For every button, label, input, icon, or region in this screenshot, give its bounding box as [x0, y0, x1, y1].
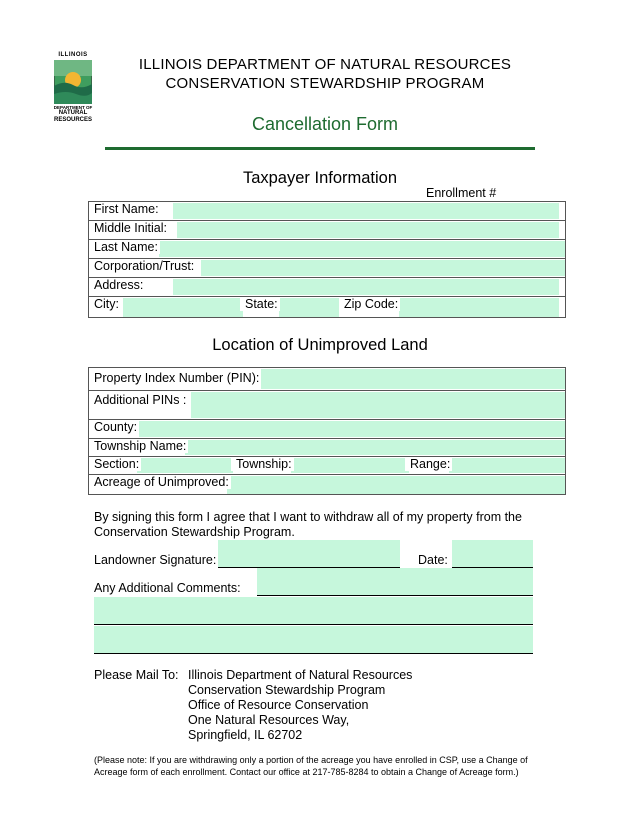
township-label: Township:	[231, 457, 294, 471]
agreement-text-line2: Conservation Stewardship Program.	[94, 525, 295, 539]
first-name-row	[89, 202, 565, 221]
mail-to-label: Please Mail To:	[94, 668, 179, 682]
township-name-row	[89, 439, 565, 457]
range-label: Range:	[405, 457, 452, 471]
pin-label: Property Index Number (PIN):	[89, 371, 261, 385]
last-name-label: Last Name:	[89, 240, 160, 254]
location-table	[88, 367, 566, 495]
logo-top-text: ILLINOIS	[58, 52, 88, 58]
city-state-zip-row	[89, 297, 565, 318]
additional-pins-field[interactable]	[191, 392, 565, 418]
county-row	[89, 420, 565, 439]
landowner-signature-label: Landowner Signature:	[94, 553, 217, 567]
zip-code-field[interactable]	[399, 298, 559, 317]
township-name-field[interactable]	[185, 440, 565, 455]
location-heading: Location of Unimproved Land	[212, 336, 428, 354]
header-title-line1: ILLINOIS DEPARTMENT OF NATURAL RESOURCES	[138, 56, 512, 73]
address-row	[89, 278, 565, 297]
mail-address-line1: Illinois Department of Natural Resources	[188, 668, 413, 682]
date-field[interactable]	[452, 540, 533, 568]
pin-field[interactable]	[261, 369, 565, 389]
logo-landscape-image	[54, 60, 92, 104]
last-name-field[interactable]	[159, 241, 565, 257]
additional-pins-label: Additional PINs :	[89, 393, 188, 407]
enrollment-label: Enrollment #	[426, 186, 497, 200]
logo-bottom-text-1: DEPARTMENT OF	[53, 105, 93, 110]
comments-field-line3[interactable]	[94, 626, 533, 654]
acreage-row	[89, 475, 565, 495]
additional-pins-row	[89, 391, 565, 420]
header-rule	[105, 147, 535, 150]
comments-field-line1[interactable]	[257, 568, 533, 596]
comments-label: Any Additional Comments:	[94, 581, 241, 595]
mail-address-line4: One Natural Resources Way,	[188, 713, 350, 727]
pin-row	[89, 368, 565, 391]
taxpayer-heading: Taxpayer Information	[242, 169, 398, 187]
comments-field-line2[interactable]	[94, 597, 533, 625]
first-name-label: First Name:	[89, 202, 161, 216]
date-label: Date:	[418, 553, 448, 567]
acreage-label: Acreage of Unimproved:	[89, 475, 231, 489]
logo-bottom-text-3: RESOURCES	[53, 117, 92, 123]
header-title-line2: CONSERVATION STEWARDSHIP PROGRAM	[165, 75, 485, 92]
acreage-field[interactable]	[227, 476, 565, 494]
form-title: Cancellation Form	[251, 114, 399, 134]
taxpayer-table	[88, 201, 566, 318]
agreement-text-line1: By signing this form I agree that I want to withdraw all of my property from the	[94, 510, 522, 524]
state-field[interactable]	[279, 298, 339, 317]
mail-address-line5: Springfield, IL 62702	[188, 728, 303, 742]
idnr-logo	[52, 52, 94, 124]
corporation-row	[89, 259, 565, 278]
mail-address-line2: Conservation Stewardship Program	[188, 683, 386, 697]
mail-address-line3: Office of Resource Conservation	[188, 698, 369, 712]
section-label: Section:	[89, 457, 141, 471]
city-field[interactable]	[123, 298, 243, 317]
county-field[interactable]	[139, 421, 565, 437]
middle-initial-label: Middle Initial:	[89, 221, 169, 235]
range-field[interactable]	[449, 458, 565, 473]
middle-initial-row	[89, 221, 565, 240]
city-label: City:	[89, 297, 121, 311]
address-field[interactable]	[173, 279, 559, 295]
corporation-field[interactable]	[201, 260, 565, 276]
note-line1: (Please note: If you are withdrawing only a portion of the acreage you have enrolled in CSP, use a Change of	[94, 755, 528, 765]
middle-initial-field[interactable]	[177, 222, 559, 238]
logo-bottom-text-2: NATURAL	[58, 110, 88, 116]
address-label: Address:	[89, 278, 145, 292]
township-field[interactable]	[291, 458, 409, 473]
state-label: State:	[240, 297, 280, 311]
corporation-label: Corporation/Trust:	[89, 259, 196, 273]
zip-code-label: Zip Code:	[339, 297, 400, 311]
note-line2: Acreage form of each enrollment. Contact our office at 217-785-8284 to obtain a Change of Acreage form.)	[94, 767, 519, 777]
county-label: County:	[89, 420, 139, 434]
first-name-field[interactable]	[173, 203, 559, 219]
section-field[interactable]	[137, 458, 233, 473]
section-township-range-row	[89, 457, 565, 475]
last-name-row	[89, 240, 565, 259]
landowner-signature-field[interactable]	[218, 540, 400, 568]
township-name-label: Township Name:	[89, 439, 188, 453]
